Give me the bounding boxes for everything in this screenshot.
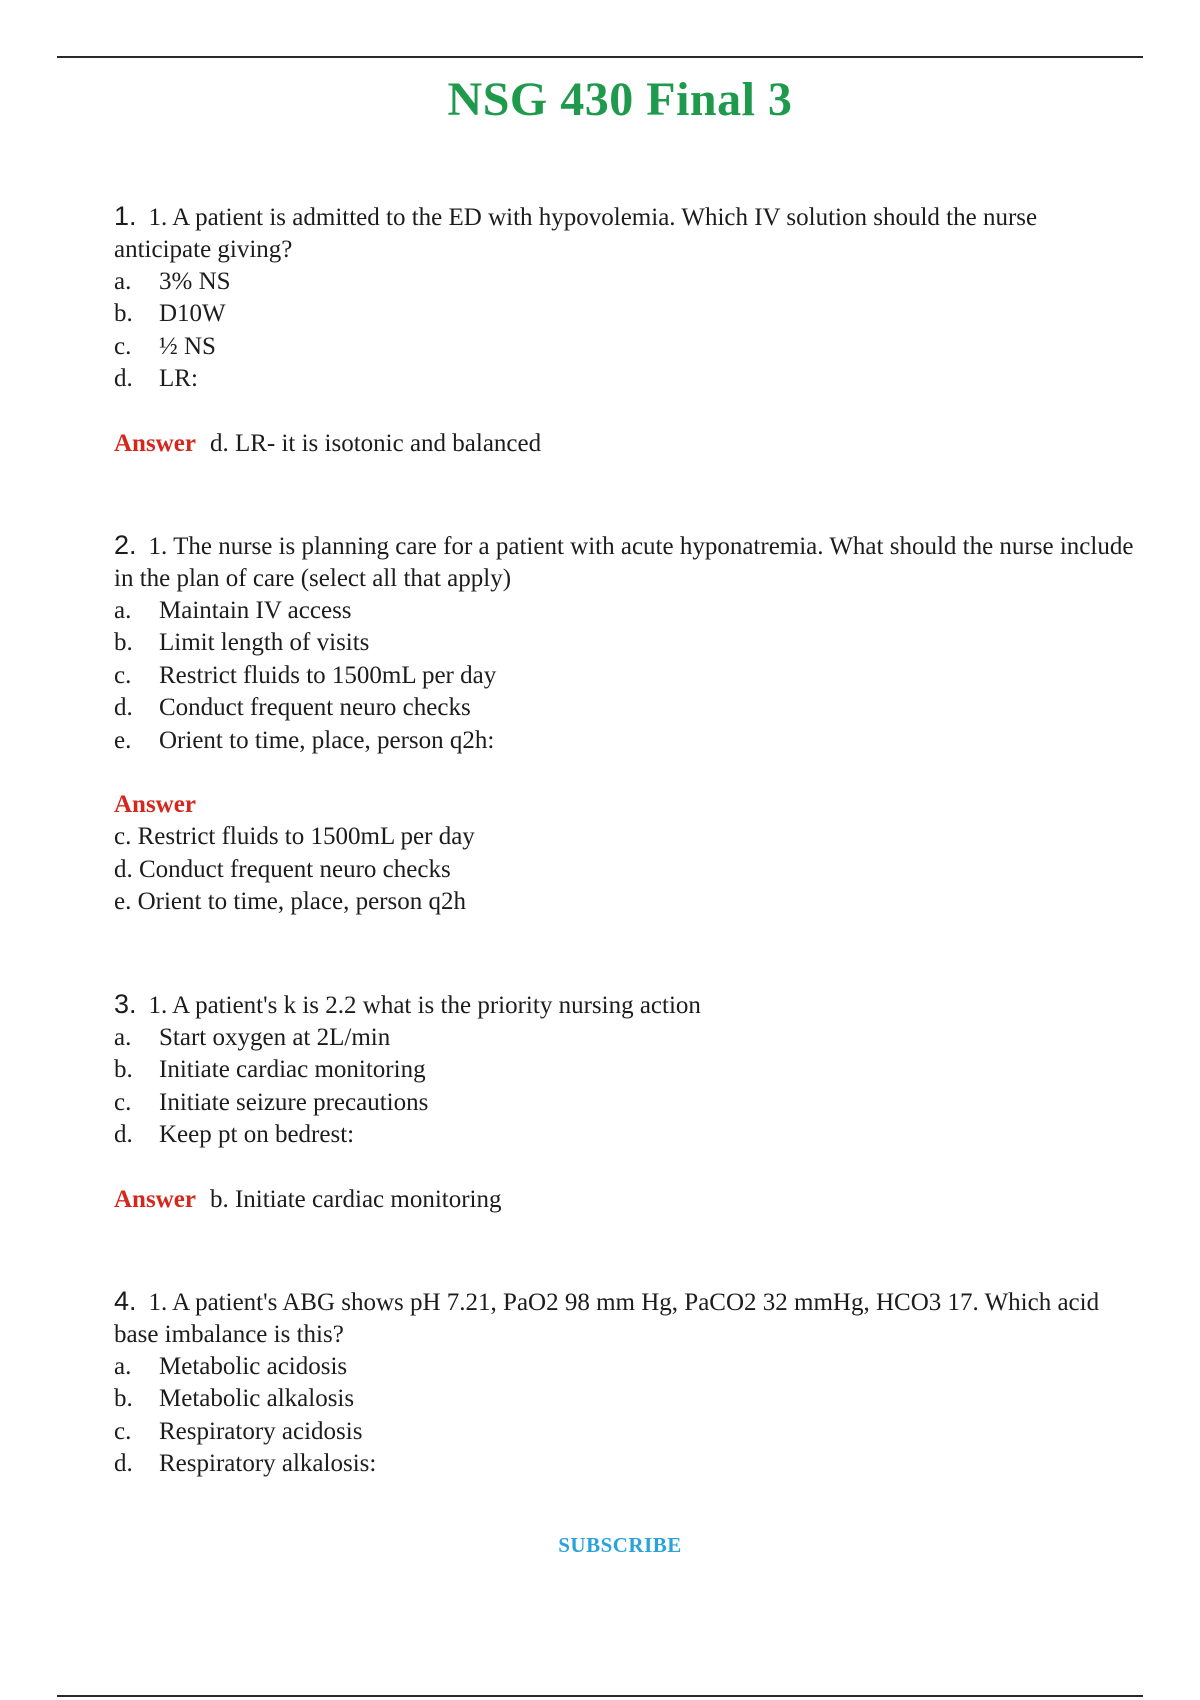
option: [114, 298, 1134, 330]
option-text: Orient to time, place, person q2h:: [159, 726, 495, 754]
option: [114, 1087, 1134, 1119]
option-text: D10W: [159, 300, 226, 328]
option-letter: c.: [114, 332, 132, 360]
option-letter: c.: [114, 1417, 132, 1445]
question-1-options: [114, 266, 1134, 396]
option-letter: a.: [114, 597, 132, 624]
option-text: Initiate seizure precautions: [159, 1088, 429, 1116]
answer-text: b. Initiate cardiac monitoring: [209, 1185, 502, 1213]
question-4-options: [114, 1351, 1134, 1481]
question-3-options: [114, 1022, 1134, 1152]
option-text: 3% NS: [159, 268, 231, 295]
option-letter: b.: [114, 629, 133, 657]
option: [114, 1383, 1134, 1415]
option-text: Metabolic acidosis: [159, 1353, 348, 1380]
option-text: Keep pt on bedrest:: [159, 1121, 355, 1149]
option-letter: d.: [114, 694, 133, 722]
option-letter: e.: [114, 726, 132, 754]
answer-label: Answer: [114, 429, 196, 457]
option: [114, 692, 1134, 724]
option-letter: a.: [114, 268, 132, 295]
answer-line: d. Conduct frequent neuro checks: [114, 855, 451, 883]
top-rule: [57, 56, 1143, 58]
question-1: [114, 200, 1134, 460]
question-3-prompt: [114, 988, 1134, 1022]
option-letter: c.: [114, 661, 132, 689]
question-3-answer: [114, 1184, 1134, 1216]
option-letter: b.: [114, 300, 133, 328]
option-letter: d.: [114, 1450, 133, 1478]
question-3: [114, 988, 1134, 1216]
question-2-answer: [114, 789, 1134, 919]
option: [114, 627, 1134, 659]
option-text: Maintain IV access: [159, 597, 352, 624]
answer-lines: [114, 821, 1134, 918]
option: [114, 1022, 1134, 1054]
question-1-number: 1.: [114, 201, 137, 231]
question-1-prompt: [114, 200, 1134, 266]
option: [114, 660, 1134, 692]
option: [114, 725, 1134, 757]
option: [114, 1448, 1134, 1480]
question-4-prompt: [114, 1285, 1134, 1351]
question-1-text: 1. A patient is admitted to the ED with hypovolemia. Which IV solution should the nurse anticipate giving?: [114, 204, 1038, 263]
option-letter: c.: [114, 1088, 132, 1116]
question-3-number: 3.: [114, 989, 137, 1019]
option-text: Limit length of visits: [159, 629, 370, 657]
answer-line: e. Orient to time, place, person q2h: [114, 888, 466, 916]
option-letter: b.: [114, 1385, 133, 1413]
option-text: Respiratory acidosis: [159, 1417, 363, 1445]
option-letter: b.: [114, 1056, 133, 1084]
question-4-text: 1. A patient's ABG shows pH 7.21, PaO2 98 mm Hg, PaCO2 32 mmHg, HCO3 17. Which acid base imbalance is this?: [114, 1289, 1100, 1348]
option: [114, 1351, 1134, 1383]
answer-label: Answer: [114, 791, 196, 819]
question-2-text: 1. The nurse is planning care for a patient with acute hyponatremia. What should the nurse include in the plan of care (select all that apply): [114, 533, 1134, 592]
option-letter: d.: [114, 365, 133, 393]
option: [114, 1416, 1134, 1448]
question-2-options: [114, 595, 1134, 757]
question-1-answer: [114, 428, 1134, 460]
question-4-number: 4.: [114, 1286, 137, 1316]
answer-line: c. Restrict fluids to 1500mL per day: [114, 823, 475, 851]
bottom-rule: [57, 1695, 1143, 1697]
question-2: [114, 529, 1134, 919]
answer-label: Answer: [114, 1185, 196, 1213]
question-2-number: 2.: [114, 530, 137, 560]
question-4: [114, 1285, 1134, 1481]
question-2-prompt: [114, 529, 1134, 595]
option-text: ½ NS: [159, 332, 216, 360]
question-3-text: 1. A patient's k is 2.2 what is the priority nursing action: [148, 992, 701, 1019]
subscribe-link[interactable]: SUBSCRIBE: [558, 1533, 682, 1557]
option-text: Respiratory alkalosis:: [159, 1450, 377, 1478]
option-text: Restrict fluids to 1500mL per day: [159, 661, 497, 689]
option-letter: d.: [114, 1121, 133, 1149]
option-text: Initiate cardiac monitoring: [159, 1056, 426, 1084]
option: [114, 331, 1134, 363]
option-letter: a.: [114, 1353, 132, 1380]
option: [114, 1054, 1134, 1086]
option-letter: a.: [114, 1024, 132, 1051]
option-text: LR:: [159, 365, 198, 393]
option: [114, 1119, 1134, 1151]
option: [114, 363, 1134, 395]
option-text: Start oxygen at 2L/min: [159, 1024, 391, 1051]
answer-text: d. LR- it is isotonic and balanced: [209, 429, 542, 457]
document-title: NSG 430 Final 3: [447, 73, 793, 126]
option-text: Conduct frequent neuro checks: [159, 694, 471, 722]
option: [114, 266, 1134, 298]
option: [114, 595, 1134, 627]
option-text: Metabolic alkalosis: [159, 1385, 355, 1413]
